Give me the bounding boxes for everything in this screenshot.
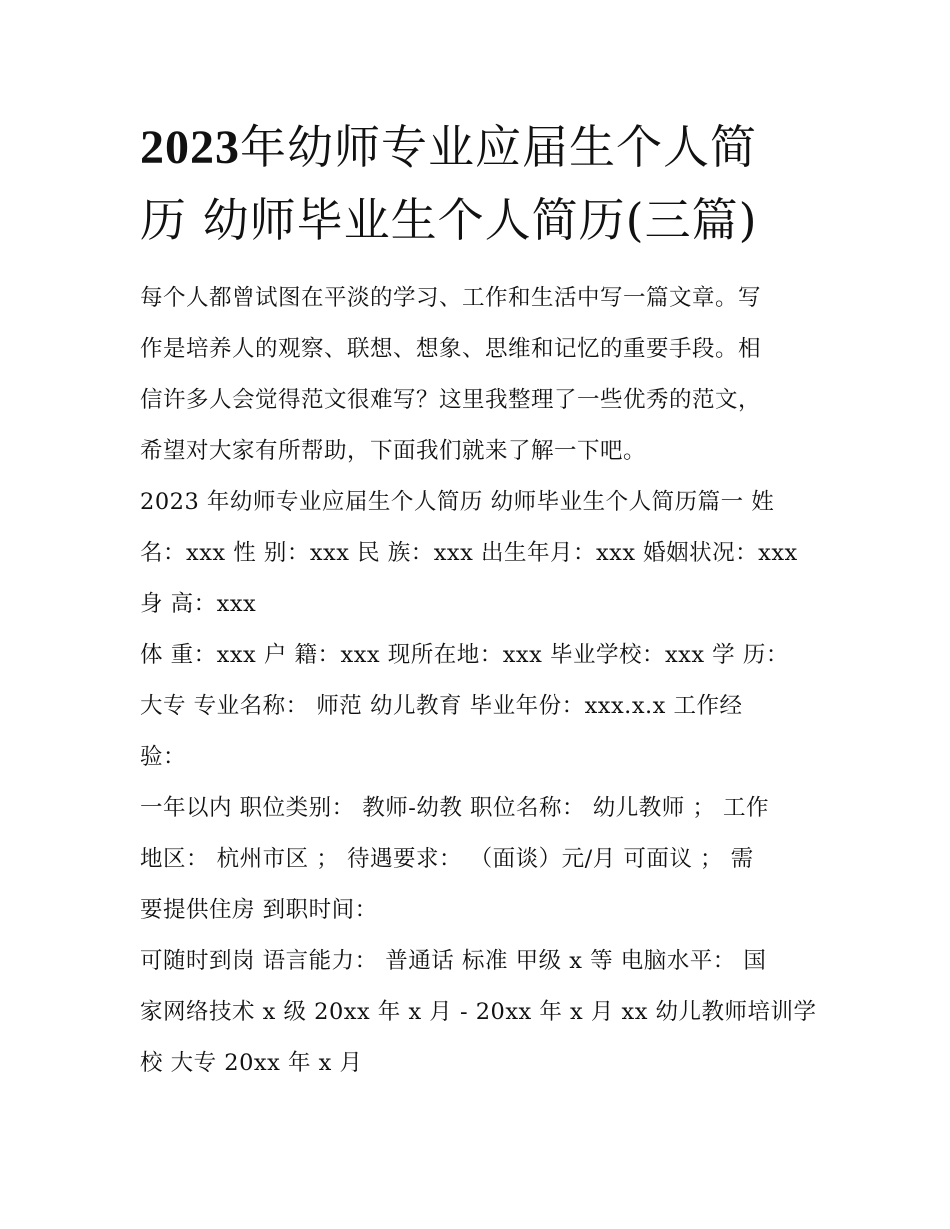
paragraph-line: 希望对大家有所帮助，下面我们就来了解一下吧。	[140, 438, 647, 464]
title-line-1	[140, 116, 820, 179]
paragraph-line: 信许多人会觉得范文很难写？这里我整理了一些优秀的范文，	[140, 387, 762, 413]
paragraph-line: 作是培养人的观察、联想、想象、思维和记忆的重要手段。相	[140, 336, 762, 362]
title-line-2: 历 幼师毕业生个人简历(三篇)	[140, 193, 758, 247]
paragraph-line: 大专 专业名称： 师范 幼儿教育 毕业年份：xxx.x.x 工作经	[140, 693, 743, 719]
paragraph-line: 2023 年幼师专业应届生个人简历 幼师毕业生个人简历篇一 姓	[140, 489, 775, 515]
paragraph	[140, 477, 820, 630]
title-year: 2023	[140, 121, 240, 174]
document-body	[140, 273, 820, 1089]
paragraph-line: 验：	[140, 744, 187, 770]
paragraph	[140, 936, 820, 1089]
paragraph-line: 家网络技术 x 级 20xx 年 x 月 - 20xx 年 x 月 xx 幼儿教师培训学	[140, 999, 817, 1025]
paragraph-line: 名：xxx 性 别：xxx 民 族：xxx 出生年月：xxx 婚姻状况：xxx	[140, 540, 798, 566]
paragraph-line: 可随时到岗 语言能力： 普通话 标准 甲级 x 等 电脑水平： 国	[140, 948, 767, 974]
paragraph	[140, 273, 820, 477]
paragraph-line: 要提供住房 到职时间：	[140, 897, 378, 923]
paragraph-line: 体 重：xxx 户 籍：xxx 现所在地：xxx 毕业学校：xxx 学 历：	[140, 642, 789, 668]
paragraph	[140, 630, 820, 783]
paragraph-line: 地区： 杭州市区 ； 待遇要求： （面谈）元/月 可面议 ； 需	[140, 846, 754, 872]
page-title	[140, 116, 820, 251]
paragraph-line: 校 大专 20xx 年 x 月	[140, 1050, 363, 1076]
paragraph-line: 一年以内 职位类别： 教师-幼教 职位名称： 幼儿教师 ； 工作	[140, 795, 770, 821]
paragraph-line: 身 高：xxx	[140, 591, 257, 617]
paragraph-line: 每个人都曾试图在平淡的学习、工作和生活中写一篇文章。写	[140, 285, 762, 311]
title-line-1-text: 年幼师专业应届生个人简	[240, 120, 757, 174]
document-page	[140, 116, 820, 1089]
paragraph	[140, 783, 820, 936]
